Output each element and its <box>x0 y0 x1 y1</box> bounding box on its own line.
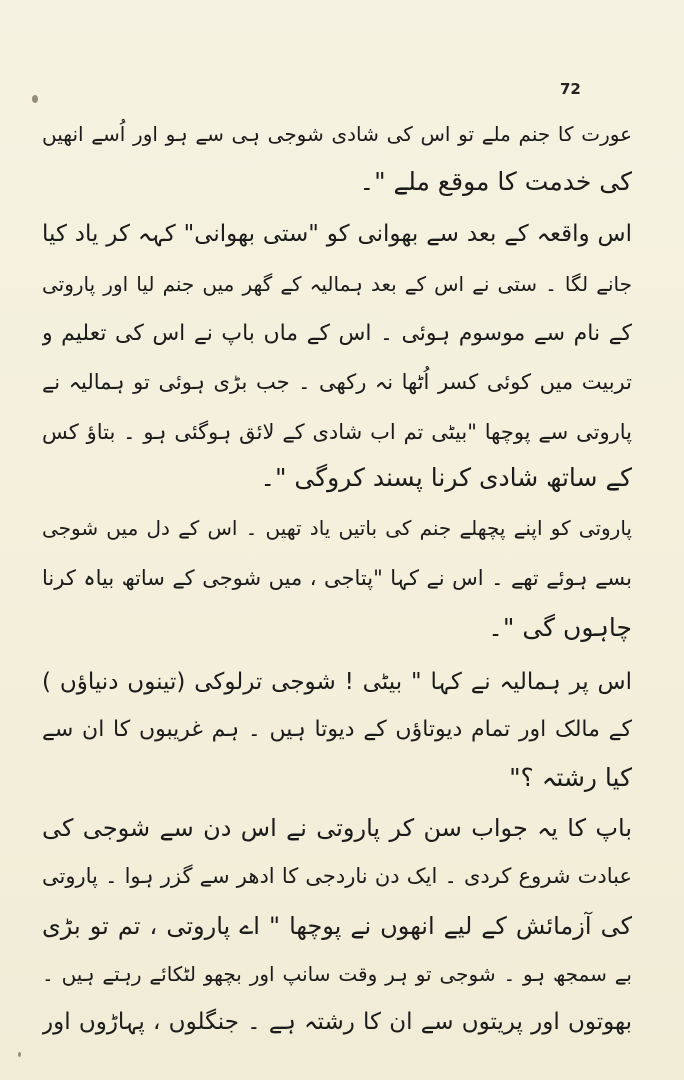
page-number: 72 <box>560 80 581 98</box>
text-line-14: کیا رشتہ ؟" <box>509 763 632 792</box>
text-line-1: عورت کا جنم ملے تو اس کی شادی شوجی ہی سے ہو اور اُسے انھیں <box>42 122 632 146</box>
text-line-9: پاروتی کو اپنے پچھلے جنم کی باتیں یاد تھیں ۔ اس کے دل میں شوجی <box>42 516 632 540</box>
text-line-11: چاہوں گی "۔ <box>488 613 632 642</box>
text-line-15: باپ کا یہ جواب سن کر پاروتی نے اس دن سے شوجی کی <box>42 814 632 842</box>
text-line-5: کے نام سے موسوم ہوئی ۔ اس کے ماں باپ نے اس کی تعلیم و <box>42 321 632 346</box>
text-line-18: بے سمجھ ہو ۔ شوجی تو ہر وقت سانپ اور بچھو لٹکائے رہتے ہیں ۔ <box>42 962 632 986</box>
text-line-12: اس پر ہمالیہ نے کہا " بیٹی ! شوجی ترلوکی (تینوں دنیاؤں ) <box>42 669 632 695</box>
text-line-3: اس واقعہ کے بعد سے بھوانی کو "ستی بھوانی" کہہ کر یاد کیا <box>42 221 632 247</box>
text-line-7: پاروتی سے پوچھا "بیٹی تم اب شادی کے لائق ہوگئی ہو ۔ بتاؤ کس <box>42 420 632 444</box>
text-line-6: تربیت میں کوئی کسر اُٹھا نہ رکھی ۔ جب بڑی ہوئی تو ہمالیہ نے <box>42 370 632 394</box>
paper-speck <box>32 95 38 103</box>
text-line-8: کے ساتھ شادی کرنا پسند کروگی "۔ <box>260 463 632 492</box>
text-line-10: بسے ہوئے تھے ۔ اس نے کہا "پتاجی ، میں شوجی کے ساتھ بیاہ کرنا <box>42 566 632 590</box>
text-line-16: عبادت شروع کردی ۔ ایک دن ناردجی کا ادھر سے گزر ہوا ۔ پاروتی <box>42 864 632 888</box>
text-line-19: بھوتوں اور پریتوں سے ان کا رشتہ ہے ۔ جنگلوں ، پہاڑوں اور <box>42 1009 632 1035</box>
text-line-4: جانے لگا ۔ ستی نے اس کے بعد ہمالیہ کے گھر میں جنم لیا اور پاروتی <box>42 272 632 296</box>
text-line-2: کی خدمت کا موقع ملے "۔ <box>359 167 632 196</box>
text-line-13: کے مالک اور تمام دیوتاؤں کے دیوتا ہیں ۔ ہم غریبوں کا ان سے <box>42 717 632 742</box>
paper-speck <box>18 1052 21 1057</box>
body-text <box>42 112 632 1052</box>
text-line-17: کی آزمائش کے لیے انھوں نے پوچھا " اے پاروتی ، تم تو بڑی <box>42 912 632 940</box>
